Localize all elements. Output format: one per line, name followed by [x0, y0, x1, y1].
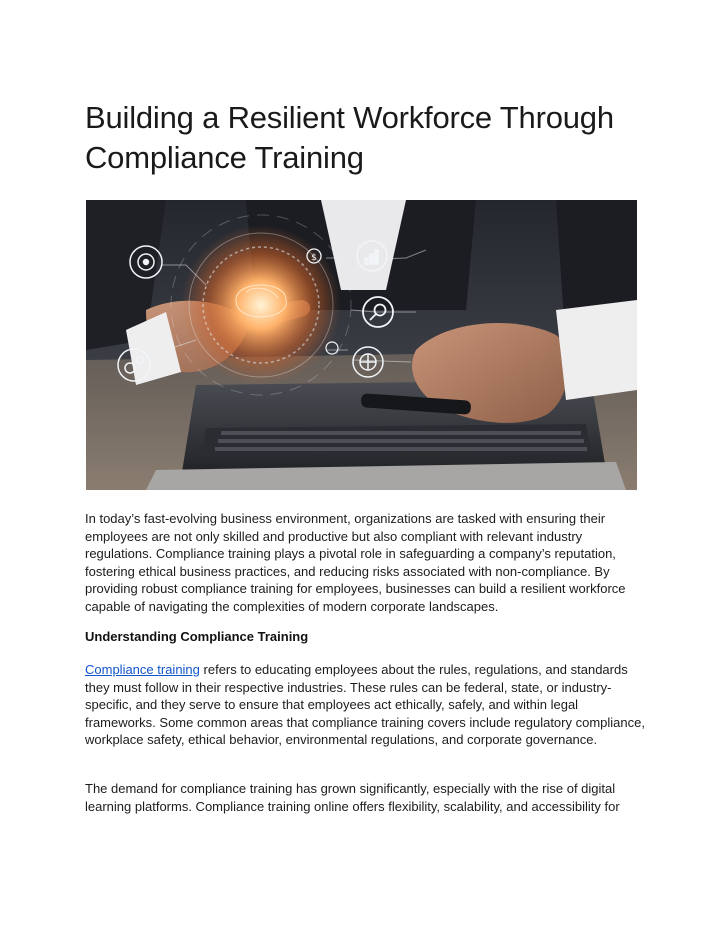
- section-heading: Understanding Compliance Training: [85, 629, 309, 644]
- demand-paragraph: The demand for compliance training has grown significantly, especially with the rise of digital learning platforms. Compliance training online offers flexibility, scalability, and accessibility for: [85, 781, 620, 814]
- document-title: Building a Resilient Workforce Through Compliance Training: [85, 100, 614, 175]
- definition-paragraph: [85, 661, 645, 749]
- svg-text:$: $: [311, 253, 317, 263]
- intro-paragraph: In today’s fast-evolving business environment, organizations are tasked with ensuring their employees are not only skilled and productive but also compliant with relevant industry regulations. Compliance training plays a pivotal role in safeguarding a company’s reputation, fostering ethical business practices, and reducing risks associated with non-compliance. By providing robust compliance training for employees, businesses can build a resilient workforce capable of navigating the complexities of modern corporate landscapes.: [85, 511, 626, 614]
- definition-paragraph-text: refers to educating employees about the rules, regulations, and standards they must follow in their respective industries. These rules can be federal, state, or industry-specific, and they serve to ensure that employees act ethically, safely, and within legal frameworks. Some common areas that compliance training covers include regulatory compliance, workplace safety, ethical behavior, environmental regulations, and corporate governance.: [85, 662, 645, 747]
- compliance-training-link[interactable]: Compliance training: [85, 662, 200, 677]
- hero-image: [86, 200, 637, 490]
